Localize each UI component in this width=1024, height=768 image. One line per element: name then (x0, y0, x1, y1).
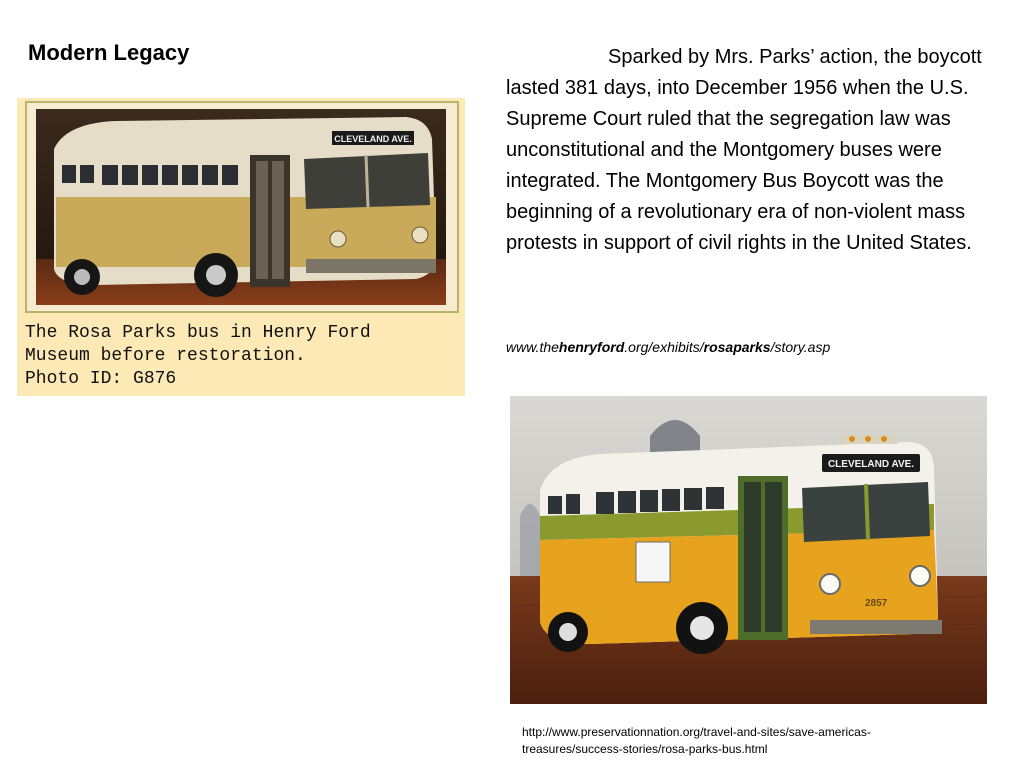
source-part: /story.asp (770, 339, 831, 355)
restored-bus-photo (510, 396, 987, 704)
bus-destination-sign-text: CLEVELAND AVE. (827, 459, 915, 470)
bus-number-text: 2857 (865, 598, 888, 609)
caption-line: Museum before restoration. (25, 346, 306, 366)
source-part: .org/exhibits/ (624, 339, 704, 355)
paragraph-text: Sparked by Mrs. Parks’ action, the boycott lasted 381 days, into December 1956 when the U.S. Supreme Court ruled that the segregation law was unconstitutional and the Montgomery buses were integrated. The Montgomery Bus Boycott was the beginning of a revolutionary era of non-violent mass protests in support of civil rights in the United States. (506, 46, 982, 254)
bus-before-image (36, 109, 446, 305)
source-part: www.the (506, 339, 559, 355)
slide-title: Modern Legacy (28, 40, 190, 65)
source-part-bold: henryford (558, 339, 625, 355)
source-link-henryford[interactable] (506, 339, 830, 355)
bus-destination-sign-text: CLEVELAND AVE. (334, 134, 412, 144)
caption-line: The Rosa Parks bus in Henry Ford (25, 323, 371, 343)
source-link-preservationnation[interactable]: http://www.preservationnation.org/travel-and-sites/save-americas-treasures/success-stories/rosa-parks-bus.html (522, 725, 871, 756)
restored-bus-image (510, 396, 987, 704)
photo-frame (25, 101, 459, 313)
bus-before-restoration-photo (17, 98, 465, 396)
source-part-bold: rosaparks (703, 339, 771, 355)
body-paragraph (506, 42, 1001, 259)
caption-line: Photo ID: G876 (25, 369, 177, 389)
photo-caption (25, 322, 371, 391)
